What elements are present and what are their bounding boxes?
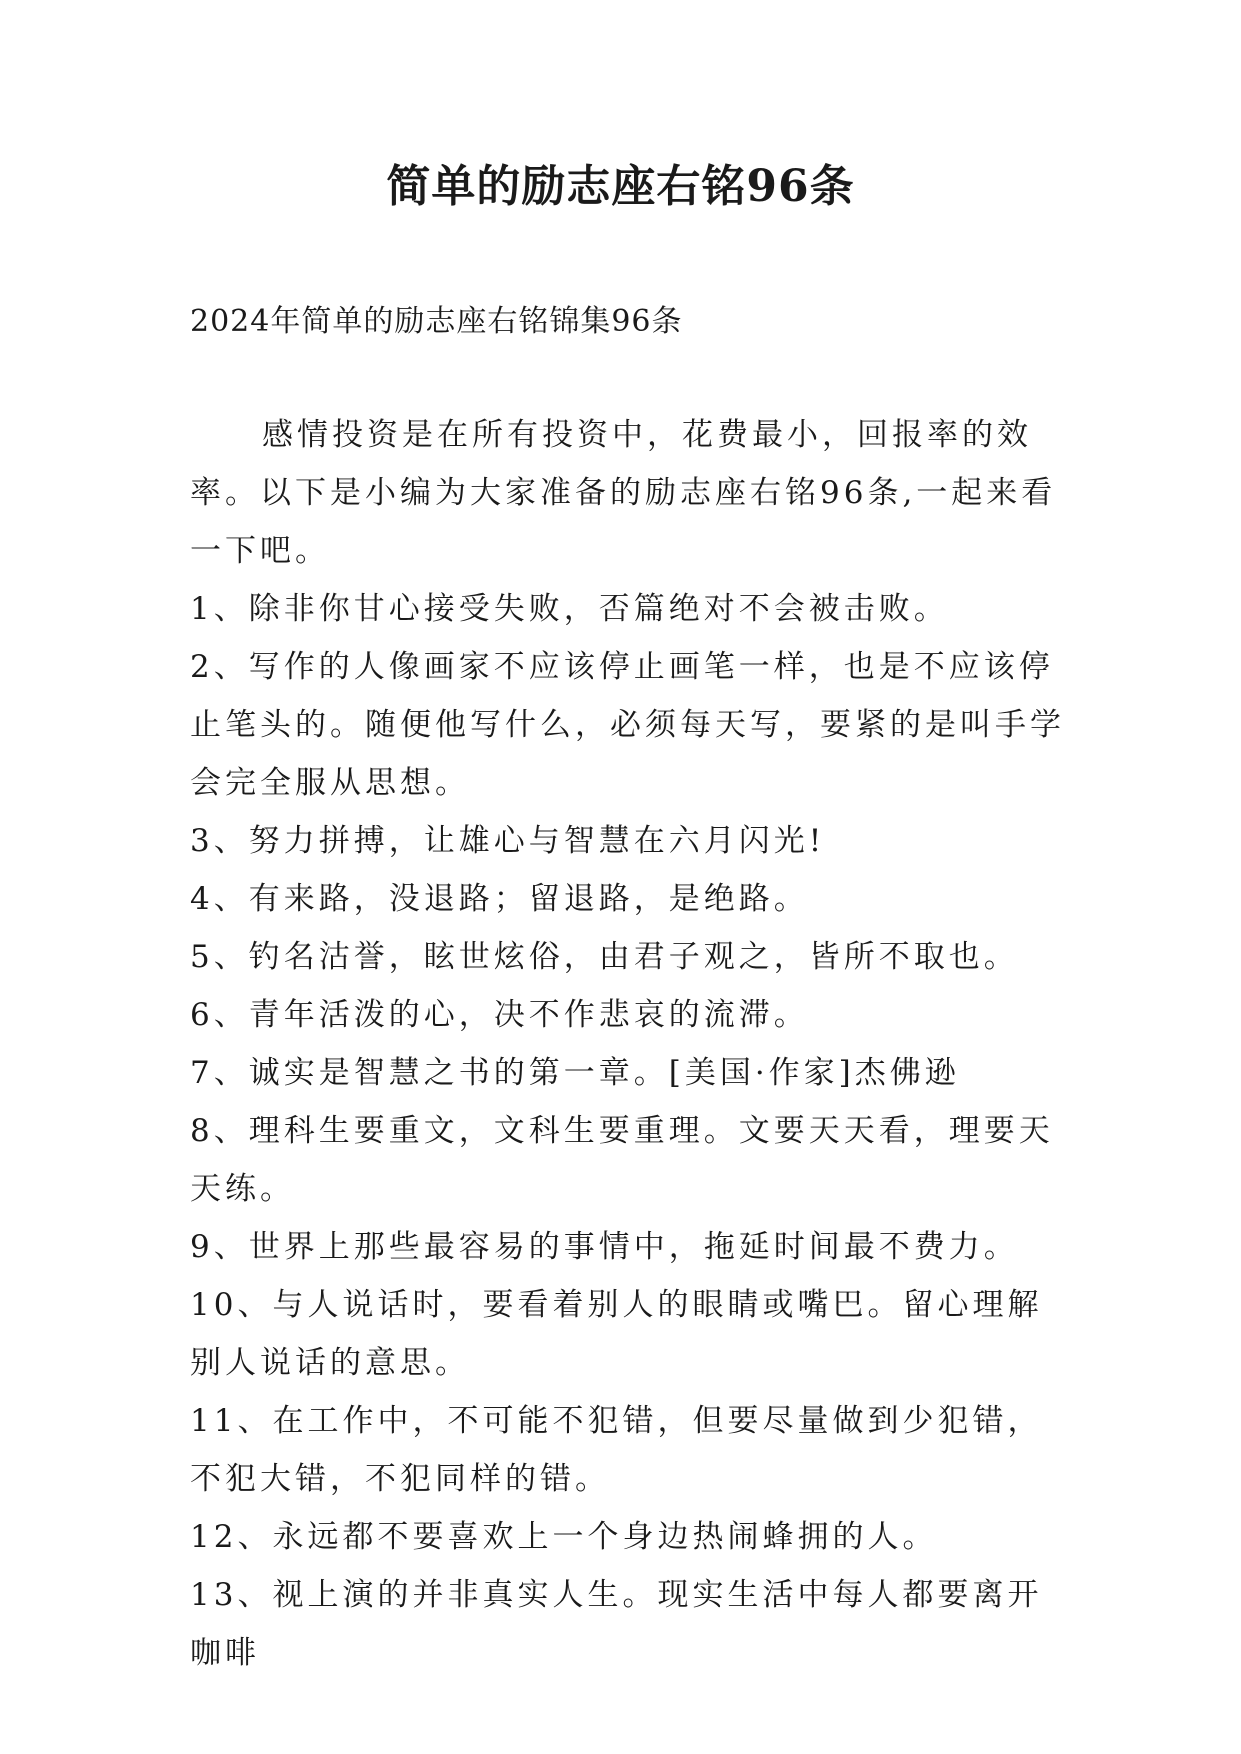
list-item: 8、理科生要重文，文科生要重理。文要天天看，理要天天练。 (190, 1113, 1054, 1207)
list-item: 1、除非你甘心接受失败，否篇绝对不会被击败。 (190, 591, 949, 627)
list-item: 6、青年活泼的心，决不作悲哀的流滞。 (190, 997, 809, 1033)
list-item: 13、视上演的并非真实人生。现实生活中每人都要离开咖啡 (190, 1577, 1043, 1671)
list-item: 12、永远都不要喜欢上一个身边热闹蜂拥的人。 (190, 1519, 938, 1555)
list-item: 4、有来路，没退路；留退路，是绝路。 (190, 881, 809, 917)
list-item: 11、在工作中，不可能不犯错，但要尽量做到少犯错，不犯大错，不犯同样的错。 (190, 1403, 1043, 1497)
list-item: 5、钓名沽誉，眩世炫俗，由君子观之，皆所不取也。 (190, 939, 1019, 975)
list-item: 10、与人说话时，要看着别人的眼睛或嘴巴。留心理解别人说话的意思。 (190, 1287, 1043, 1381)
document-body (190, 406, 1070, 1682)
intro-paragraph: 感情投资是在所有投资中，花费最小，回报率的效率。以下是小编为大家准备的励志座右铭96条,一起来看一下吧。 (190, 417, 1057, 569)
list-item: 2、写作的人像画家不应该停止画笔一样，也是不应该停止笔头的。随便他写什么，必须每天写，要紧的是叫手学会完全服从思想。 (190, 649, 1065, 801)
page-title: 简单的励志座右铭96条 (386, 161, 855, 212)
list-item: 9、世界上那些最容易的事情中，拖延时间最不费力。 (190, 1229, 1019, 1265)
page-subtitle: 2024年简单的励志座右铭锦集96条 (190, 304, 683, 339)
list-item: 3、努力拼搏，让雄心与智慧在六月闪光! (190, 823, 826, 859)
list-item: 7、诚实是智慧之书的第一章。[美国·作家]杰佛逊 (190, 1055, 960, 1091)
